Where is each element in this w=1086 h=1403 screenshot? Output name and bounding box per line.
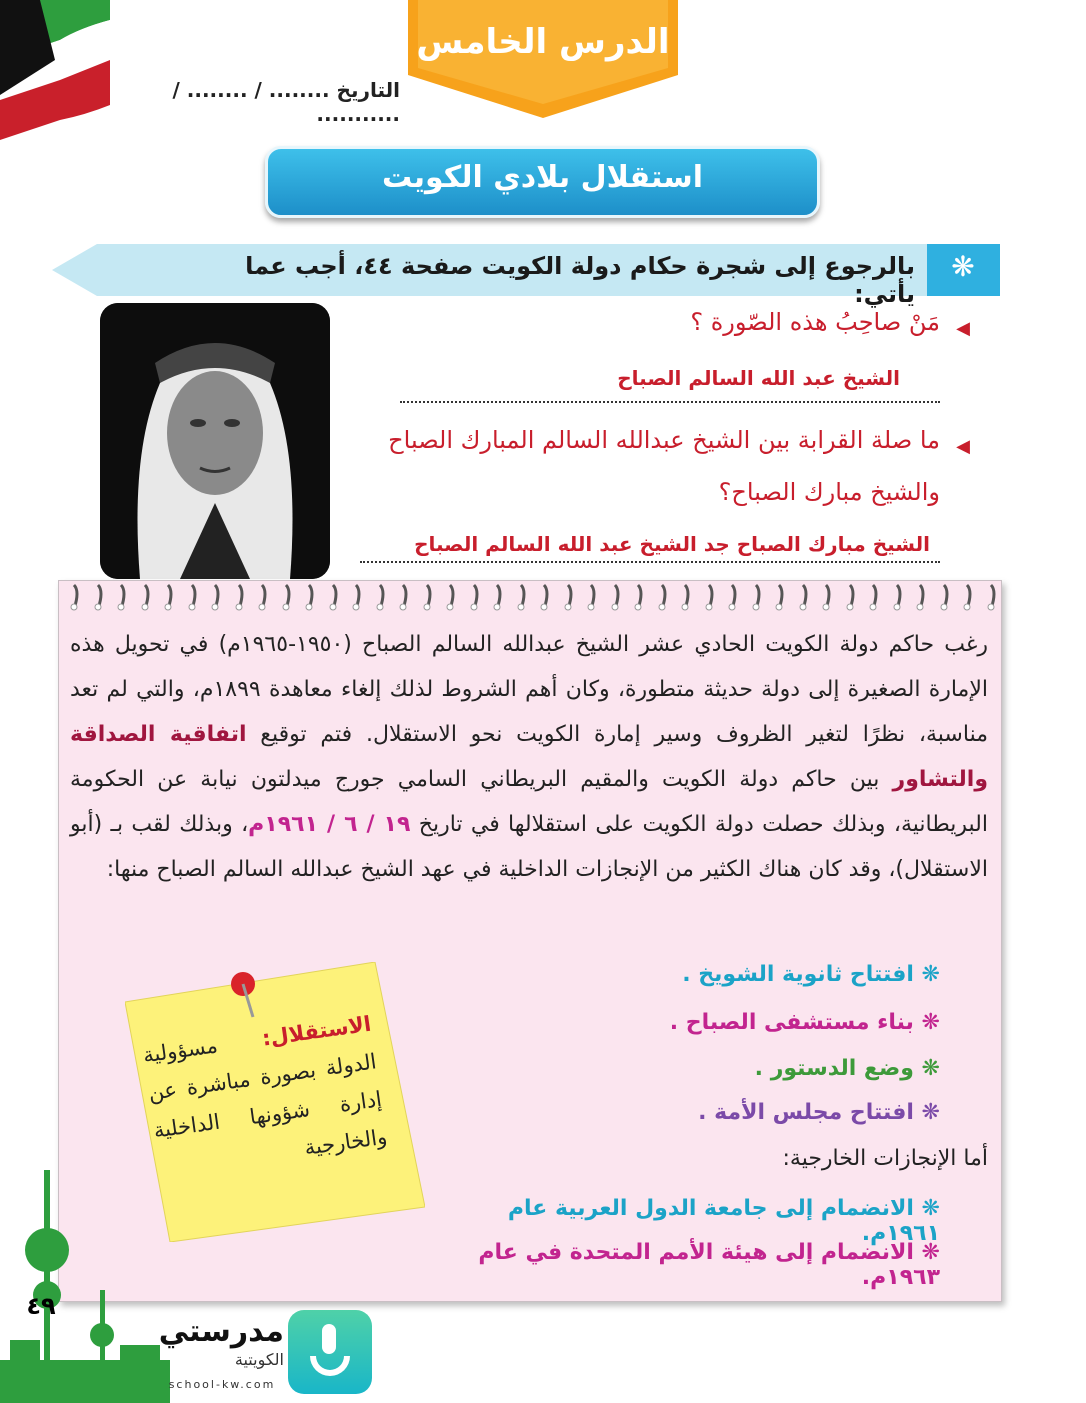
sticky-note-definition: مسؤولية الدولة بصورة مباشرة عن إدارة شؤونها الداخلية والخارجية (141, 1026, 389, 1160)
binder-ring (515, 583, 528, 611)
internal-achievement-item: ❋ افتتاح مجلس الأمة . (698, 1100, 940, 1125)
binder-ring (421, 583, 434, 611)
binder-ring (585, 583, 598, 611)
binder-ring (538, 583, 551, 611)
answer-2-text: الشيخ مبارك الصباح جد الشيخ عبد الله السالم الصباح (414, 532, 930, 556)
binder-ring (632, 583, 645, 611)
lesson-paragraph (70, 622, 988, 892)
page-number: ٤٩ (26, 1292, 56, 1320)
page-title: استقلال بلادي الكويت (381, 160, 704, 195)
kuwait-flag-graphic (0, 0, 110, 150)
logo-name: مدرستي (158, 1314, 284, 1349)
binder-ring (303, 583, 316, 611)
binder-ring (961, 583, 974, 611)
binder-ring (68, 583, 81, 611)
binder-ring (256, 583, 269, 611)
binder-ring (891, 583, 904, 611)
binder-ring (139, 583, 152, 611)
binder-ring (444, 583, 457, 611)
sticky-note-text (141, 1005, 390, 1188)
binder-ring (679, 583, 692, 611)
question-2-text-line2: والشيخ مبارك الصباح؟ (718, 478, 940, 506)
binder-ring (468, 583, 481, 611)
instruction-star-icon: ❋ (951, 250, 975, 283)
portrait-illustration (100, 303, 330, 579)
external-achievements-heading: أما الإنجازات الخارجية: (782, 1146, 988, 1171)
internal-achievement-item: ❋ بناء مستشفى الصباح . (669, 1010, 940, 1035)
kuwait-towers-graphic (0, 1170, 170, 1403)
date-field: التاريخ ........ / ........ / ........... (172, 78, 400, 126)
sticky-note-term: الاستقلال: (260, 1011, 373, 1051)
binder-ring (562, 583, 575, 611)
lesson-title: الدرس الخامس (416, 22, 670, 62)
paragraph-part-1: رغب حاكم دولة الكويت الحادي عشر الشيخ عبدالله السالم الصباح (١٩٥٠-١٩٦٥م) في تحويل هذه الإمارة الصغيرة إلى دولة حديثة متطورة، وكان أهم الشروط لذلك إلغاء معاهدة ١٨٩٩م، والتي لم تعد مناسبة، نظرًا لتغير الظروف وسير إمارة الكويت نحو الاستقلال. فتم توقيع (70, 632, 989, 747)
binder-ring (209, 583, 222, 611)
binder-ring (867, 583, 880, 611)
binder-ring (726, 583, 739, 611)
question-1-text: مَنْ صاحِبُ هذه الصّورة ؟ (690, 308, 940, 336)
binder-ring (491, 583, 504, 611)
binder-ring (374, 583, 387, 611)
binder-ring (985, 583, 998, 611)
binder-ring (703, 583, 716, 611)
instruction-text: بالرجوع إلى شجرة حكام دولة الكويت صفحة ٤٤، أجب عما يأتي: (245, 252, 915, 308)
external-achievement-item: ❋ الانضمام إلى جامعة الدول العربية عام ١٩٦١م. (507, 1196, 940, 1246)
binder-ring (186, 583, 199, 611)
paragraph-part-3: ، وبذلك لقب بـ (أبو الاستقلال)، وقد كان هناك الكثير من الإنجازات الداخلية في عهد الشيخ عبدالله السالم الصباح منها: (70, 812, 988, 882)
binder-ring (92, 583, 105, 611)
internal-achievement-item: ❋ وضع الدستور . (754, 1056, 940, 1081)
question-1-marker-icon: ◀ (956, 318, 970, 339)
madrasati-logo-icon (288, 1310, 372, 1394)
binder-ring (397, 583, 410, 611)
binder-ring (115, 583, 128, 611)
binder-ring (820, 583, 833, 611)
paragraph-part-2: بين حاكم دولة الكويت والمقيم البريطاني السامي جورج ميدلتون نيابة عن الحكومة البريطانية، وبذلك حصلت دولة الكويت على استقلالها في تاريخ (70, 767, 988, 837)
binder-ring (938, 583, 951, 611)
binder-ring (162, 583, 175, 611)
binder-ring (609, 583, 622, 611)
external-achievement-item: ❋ الانضمام إلى هيئة الأمم المتحدة في عام ١٩٦٣م. (478, 1240, 940, 1290)
binder-ring (656, 583, 669, 611)
answer-2-line (360, 560, 940, 563)
answer-1-text: الشيخ عبد الله السالم الصباح (617, 366, 900, 390)
logo-subtitle: الكويتية (234, 1350, 284, 1369)
question-2-marker-icon: ◀ (956, 436, 970, 457)
portrait-photo (100, 303, 330, 579)
binder-ring (914, 583, 927, 611)
answer-1-line (400, 400, 940, 403)
binder-ring (327, 583, 340, 611)
binder-ring (233, 583, 246, 611)
question-2-text-line1: ما صلة القرابة بين الشيخ عبدالله السالم المبارك الصباح (388, 426, 940, 454)
binder-ring (844, 583, 857, 611)
internal-achievement-item: ❋ افتتاح ثانوية الشويخ . (682, 962, 940, 987)
treaty-name: اتفاقية الصداقة والتشاور (70, 722, 988, 792)
binder-ring (773, 583, 786, 611)
logo-url: school-kw.com (168, 1378, 276, 1391)
binder-ring (350, 583, 363, 611)
binder-ring (797, 583, 810, 611)
binder-ring (750, 583, 763, 611)
binder-ring (280, 583, 293, 611)
independence-date: ١٩ / ٦ / ١٩٦١م (248, 812, 411, 837)
